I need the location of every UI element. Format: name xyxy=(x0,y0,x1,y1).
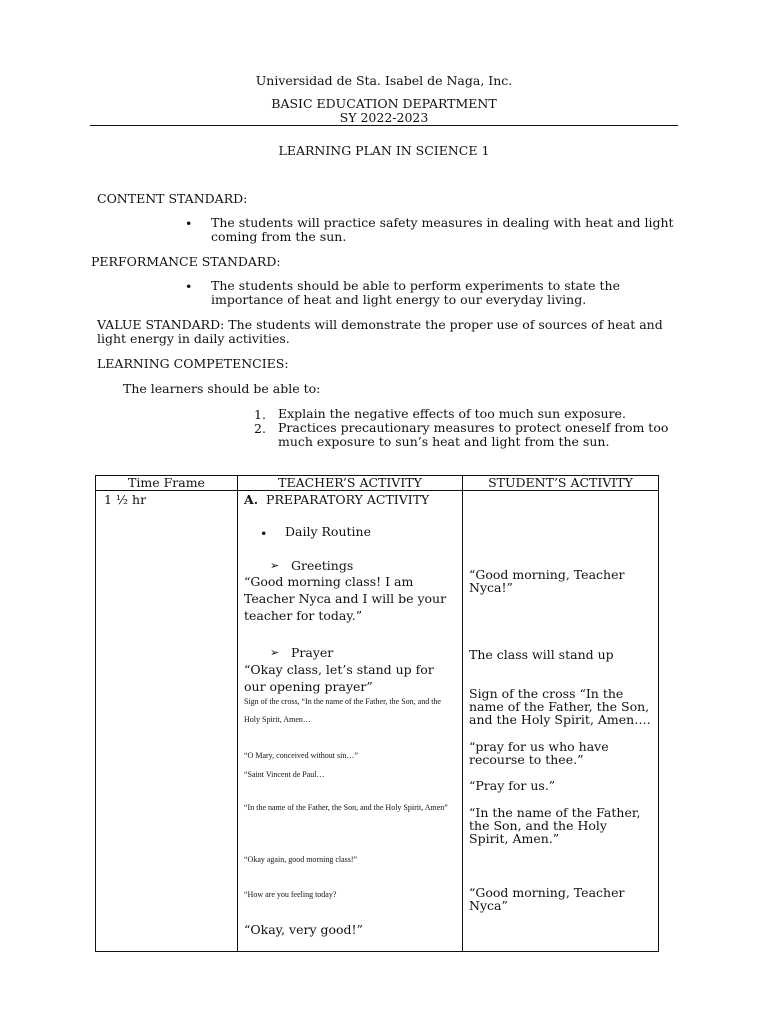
student-good-morning-1: “Good morning, Teacher Nyca!” xyxy=(469,567,625,595)
arrow-bullet-icon: ➢ xyxy=(270,559,280,572)
learning-competencies-heading: LEARNING COMPETENCIES: xyxy=(97,356,289,371)
content-standard-heading: CONTENT STANDARD: xyxy=(97,191,248,206)
activity-table xyxy=(95,475,659,952)
student-good-morning-2: “Good morning, Teacher Nyca” xyxy=(469,885,625,913)
greetings-line: “Good morning class! I am Teacher Nyca and I will be your teacher for today.” xyxy=(244,574,447,623)
student-stand-up: The class will stand up xyxy=(469,647,614,662)
competency-number: 1. xyxy=(254,407,266,422)
document-title: LEARNING PLAN IN SCIENCE 1 xyxy=(278,143,490,158)
o-mary-line: “O Mary, conceived without sin…” xyxy=(244,751,358,760)
sign-of-cross-line: Sign of the cross, “In the name of the Father, the Son, and the Holy Spirit, Amen… xyxy=(244,697,441,724)
learning-competencies-intro: The learners should be able to: xyxy=(123,381,321,396)
in-the-name-line: “In the name of the Father, the Son, and the Holy Spirit, Amen” xyxy=(244,803,448,812)
student-pray-for-us: “Pray for us.” xyxy=(469,778,556,793)
competency-text: Explain the negative effects of too much sun exposure. xyxy=(278,406,626,421)
prayer-label: Prayer xyxy=(291,645,334,660)
okay-very-good-line: “Okay, very good!” xyxy=(244,922,363,937)
performance-standard-text: The students should be able to perform experiments to state the importance of heat and light energy to our everyday living. xyxy=(211,278,620,307)
preparatory-activity-heading xyxy=(244,492,429,507)
section-title: PREPARATORY ACTIVITY xyxy=(266,492,430,507)
student-pray-for-us-who: “pray for us who have recourse to thee.” xyxy=(469,739,609,767)
header-divider xyxy=(90,125,678,126)
student-sign-of-cross: Sign of the cross “In the name of the Father, the Son, and the Holy Spirit, Amen…. xyxy=(469,686,651,727)
content-standard-text: The students will practice safety measures in dealing with heat and light coming from the sun. xyxy=(211,215,674,244)
time-frame-cell xyxy=(96,491,238,952)
table-header-row xyxy=(96,476,659,491)
performance-standard-heading: PERFORMANCE STANDARD: xyxy=(91,254,281,269)
section-letter: A. xyxy=(244,492,259,507)
saint-vincent-line: “Saint Vincent de Paul… xyxy=(244,770,325,779)
teacher-activity-cell xyxy=(238,491,463,952)
table-row xyxy=(96,491,659,952)
prayer-line: “Okay class, let’s stand up for our opening prayer” xyxy=(244,662,434,694)
header-teacher-activity: TEACHER’S ACTIVITY xyxy=(238,476,463,491)
header-time-frame: Time Frame xyxy=(96,476,238,491)
header-student-activity: STUDENT’S ACTIVITY xyxy=(463,476,659,491)
arrow-bullet-icon: ➢ xyxy=(270,646,280,659)
bullet-icon: • xyxy=(185,279,193,294)
student-activity-cell xyxy=(463,491,659,952)
okay-again-line: “Okay again, good morning class!” xyxy=(244,855,358,864)
bullet-icon: • xyxy=(185,216,193,231)
competency-number: 2. xyxy=(254,421,266,436)
school-year: SY 2022-2023 xyxy=(339,110,429,125)
daily-routine-label: Daily Routine xyxy=(285,524,371,539)
competency-text: Practices precautionary measures to protect oneself from too much exposure to sun’s heat and light from the sun. xyxy=(278,420,669,449)
student-in-the-name: “In the name of the Father, the Son, and the Holy Spirit, Amen.” xyxy=(469,805,641,846)
school-name: Universidad de Sta. Isabel de Naga, Inc. xyxy=(255,73,513,88)
greetings-label: Greetings xyxy=(291,558,354,573)
department-name: BASIC EDUCATION DEPARTMENT xyxy=(271,96,497,111)
value-standard: VALUE STANDARD: The students will demonstrate the proper use of sources of heat and light energy in daily activities. xyxy=(97,317,663,346)
bullet-icon: • xyxy=(260,526,268,541)
time-frame-value: 1 ½ hr xyxy=(104,492,147,507)
how-are-you-line: “How are you feeling today? xyxy=(244,890,337,899)
